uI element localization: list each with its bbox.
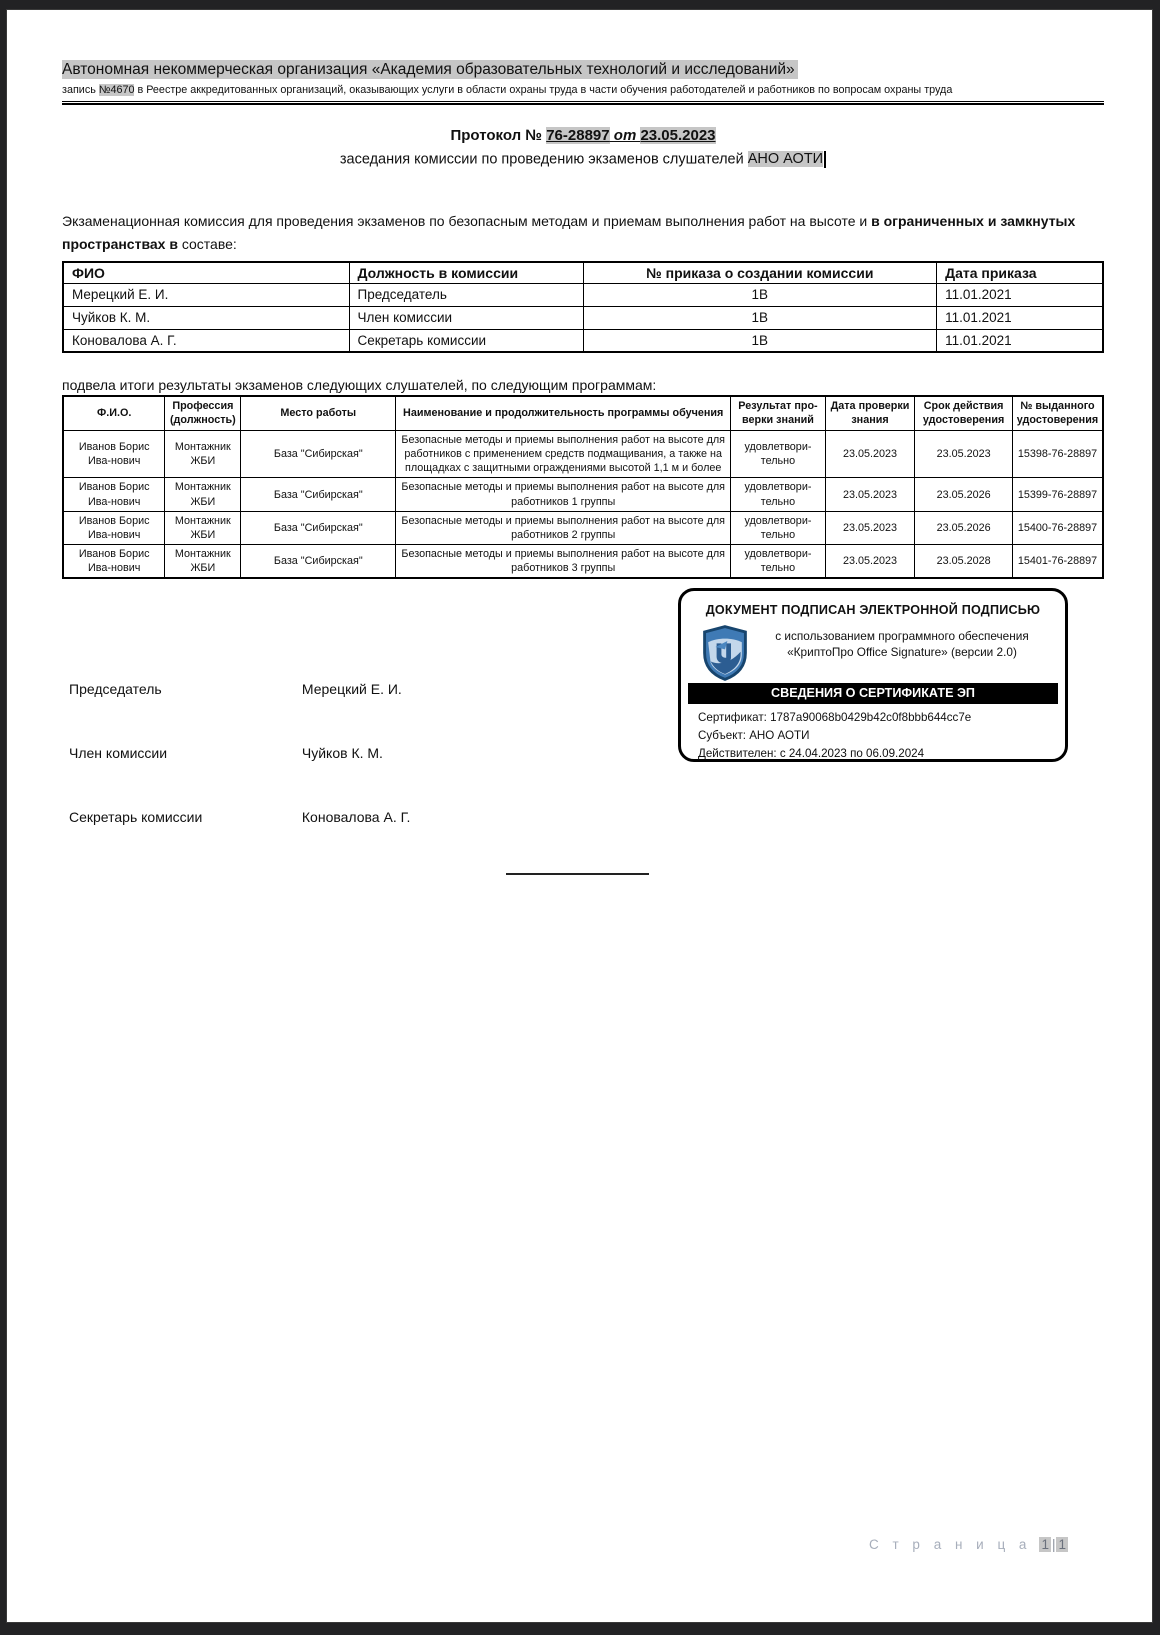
results-header: № выданного удостоверения [1012, 396, 1103, 430]
protocol-number-field[interactable]: 76-28897 [546, 127, 610, 145]
result-cell: 23.05.2023 [915, 431, 1013, 478]
registry-prefix: запись [62, 84, 99, 97]
result-cell: 23.05.2023 [825, 431, 914, 478]
commission-cell: Секретарь комиссии [349, 329, 583, 352]
protocol-date-field[interactable]: 23.05.2023 [640, 127, 716, 145]
result-cell: 23.05.2023 [825, 544, 914, 578]
result-cell: 23.05.2023 [825, 511, 914, 544]
commission-cell: Коновалова А. Г. [63, 329, 349, 352]
signature-rows [69, 681, 649, 875]
result-cell: Монтажник ЖБИ [165, 431, 241, 478]
page-indicator [869, 1537, 1068, 1552]
signature-role: Председатель [69, 680, 162, 697]
result-cell: удовлетвори-тельно [731, 544, 826, 578]
commission-cell: 11.01.2021 [937, 283, 1103, 306]
cryptopro-shield-icon [701, 625, 749, 681]
protocol-subtitle [62, 151, 1104, 168]
stamp-software-line2: «КриптоПро Office Signature» (версии 2.0) [787, 645, 1017, 660]
result-cell: Монтажник ЖБИ [165, 511, 241, 544]
result-cell: 23.05.2028 [915, 544, 1013, 578]
commission-header-order: № приказа о создании комиссии [583, 262, 937, 284]
result-cell: удовлетвори-тельно [731, 431, 826, 478]
results-row [63, 478, 1103, 511]
results-row [63, 544, 1103, 578]
signature-row-secretary [69, 809, 649, 825]
result-cell: База "Сибирская" [241, 431, 396, 478]
result-cell: Безопасные методы и приемы выполнения работ на высоте для работников 1 группы [396, 478, 731, 511]
results-table [62, 395, 1104, 578]
results-row [63, 511, 1103, 544]
commission-cell: Чуйков К. М. [63, 306, 349, 329]
signature-row-chairman [69, 681, 649, 697]
signature-role: Член комиссии [69, 744, 168, 761]
stamp-title: ДОКУМЕНТ ПОДПИСАН ЭЛЕКТРОННОЙ ПОДПИСЬЮ [705, 602, 1041, 617]
results-header: Наименование и продолжительность программы обучения [396, 396, 731, 430]
signature-region [62, 579, 1104, 909]
result-cell: 15398-76-28897 [1012, 431, 1103, 478]
intro-normal-2: составе: [177, 235, 237, 252]
signature-name: Коновалова А. Г. [301, 808, 411, 825]
result-cell: Иванов Борис Ива-нович [63, 544, 165, 578]
results-header: Ф.И.О. [63, 396, 165, 430]
registry-suffix: в Реестре аккредитованных организаций, оказывающих услуги в области охраны труда в части обучения работодателей и работников по вопросам охраны труда [134, 84, 953, 97]
signature-name: Мерецкий Е. И. [301, 680, 402, 697]
certificate-number-line: Сертификат: 1787a90068b0429b42c0f8bbb644cc7e [698, 710, 972, 724]
result-cell: Безопасные методы и приемы выполнения работ на высоте для работников 3 группы [396, 544, 731, 578]
results-header: Срок действия удостоверения [915, 396, 1013, 430]
results-header: Результат про-верки знаний [731, 396, 826, 430]
result-cell: База "Сибирская" [241, 511, 396, 544]
commission-cell: 11.01.2021 [937, 306, 1103, 329]
certificate-validity-line: Действителен: с 24.04.2023 по 06.09.2024 [698, 746, 925, 760]
results-row [63, 431, 1103, 478]
digital-signature-stamp [678, 588, 1068, 762]
result-cell: удовлетвори-тельно [731, 478, 826, 511]
commission-header-date: Дата приказа [937, 262, 1103, 284]
result-cell: Безопасные методы и приемы выполнения работ на высоте для работников 2 группы [396, 511, 731, 544]
subtitle-text: заседания комиссии по проведению экзаменов слушателей [339, 151, 748, 168]
commission-cell: 1В [583, 283, 937, 306]
result-cell: 15401-76-28897 [1012, 544, 1103, 578]
results-intro: подвела итоги результаты экзаменов следующих слушателей, по следующим программам: [62, 377, 657, 394]
result-cell: Иванов Борис Ива-нович [63, 478, 165, 511]
registry-line [62, 84, 1104, 101]
page-current-field[interactable]: 1 [1041, 1537, 1049, 1552]
header-divider [62, 101, 1104, 105]
commission-cell: 11.01.2021 [937, 329, 1103, 352]
commission-cell: Мерецкий Е. И. [63, 283, 349, 306]
page-total-field[interactable]: 1 [1058, 1537, 1066, 1552]
results-header: Дата проверки знания [825, 396, 914, 430]
signature-row-member [69, 745, 649, 761]
organization-name-field[interactable]: Автономная некоммерческая организация «Академия образовательных технологий и исследований» [62, 60, 798, 79]
document-page [7, 10, 1152, 1622]
commission-header-role: Должность в комиссии [349, 262, 583, 284]
signature-name: Чуйков К. М. [301, 744, 383, 761]
result-cell: 15400-76-28897 [1012, 511, 1103, 544]
intro-bold: в ограниченных и замкнутых пространствах в [62, 213, 1076, 252]
commission-cell: Председатель [349, 283, 583, 306]
result-cell: Иванов Борис Ива-нович [63, 511, 165, 544]
results-header: Место работы [241, 396, 396, 430]
registry-number-field[interactable]: №4670 [98, 84, 135, 97]
subtitle-org-field[interactable]: АНО АОТИ [747, 151, 824, 168]
commission-row [63, 306, 1103, 329]
result-cell: База "Сибирская" [241, 544, 396, 578]
result-cell: Монтажник ЖБИ [165, 478, 241, 511]
result-cell: Иванов Борис Ива-нович [63, 431, 165, 478]
signature-underline [506, 873, 649, 875]
text-cursor [824, 151, 826, 168]
result-cell: Монтажник ЖБИ [165, 544, 241, 578]
commission-row [63, 283, 1103, 306]
intro-paragraph [62, 210, 1104, 255]
commission-row [63, 329, 1103, 352]
protocol-label: Протокол № [450, 127, 547, 145]
intro-normal-1: Экзаменационная комиссия для проведения экзаменов по безопасным методам и приемам выполнения работ на высоте и [62, 213, 872, 230]
commission-table [62, 261, 1104, 354]
certificate-info-bar: СВЕДЕНИЯ О СЕРТИФИКАТЕ ЭП [688, 683, 1058, 704]
result-cell: 23.05.2023 [825, 478, 914, 511]
results-header: Профессия (должность) [165, 396, 241, 430]
result-cell: База "Сибирская" [241, 478, 396, 511]
commission-cell: 1В [583, 329, 937, 352]
result-cell: удовлетвори-тельно [731, 511, 826, 544]
letterhead [62, 60, 1104, 105]
results-header-row [63, 396, 1103, 430]
certificate-subject-line: Субъект: АНО АОТИ [698, 728, 810, 742]
protocol-title [62, 127, 1104, 144]
commission-header-row [63, 262, 1103, 284]
commission-cell: 1В [583, 306, 937, 329]
protocol-ot: от [609, 127, 641, 145]
signature-role: Секретарь комиссии [69, 808, 203, 825]
result-cell: 23.05.2026 [915, 511, 1013, 544]
result-cell: 15399-76-28897 [1012, 478, 1103, 511]
stamp-software-line1: с использованием программного обеспечения [775, 628, 1029, 643]
result-cell: Безопасные методы и приемы выполнения работ на высоте для работников с применением средств подмащивания, а также на площадках с защитными ограждениями высотой 1,1 м и более [396, 431, 731, 478]
commission-header-fio: ФИО [63, 262, 349, 284]
commission-cell: Член комиссии [349, 306, 583, 329]
result-cell: 23.05.2026 [915, 478, 1013, 511]
page-label: С т р а н и ц а [869, 1537, 1032, 1552]
page-separator: | [1051, 1537, 1056, 1552]
